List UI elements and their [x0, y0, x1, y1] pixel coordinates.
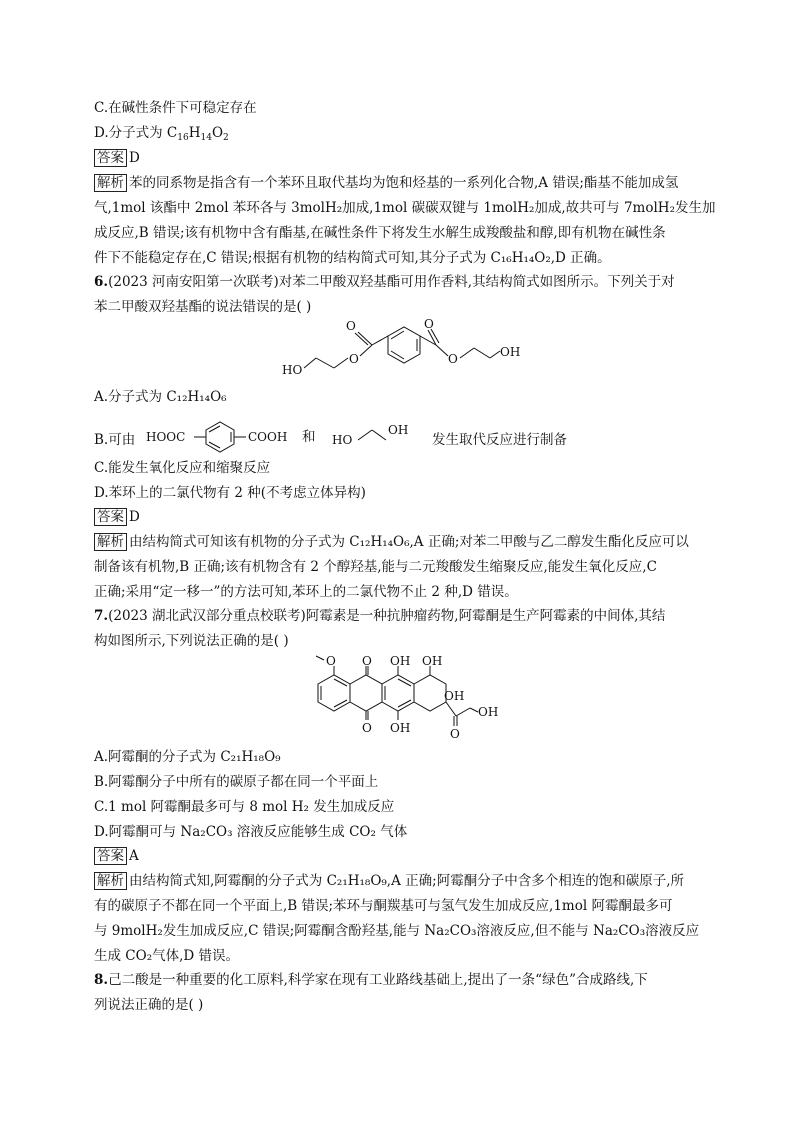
q6-stem: [94, 272, 675, 292]
q5-analysis-line: [94, 173, 678, 193]
q6-option-c: C.能发生氧化反应和缩聚反应: [94, 460, 271, 476]
q5-option-d-text: O: [211, 125, 224, 141]
q6-stem-line2: 苯二甲酸双羟基酯的说法错误的是( ): [94, 299, 312, 315]
cooh-label: COOH: [248, 430, 288, 444]
and-label: 和: [302, 429, 316, 445]
q6-option-b-structures: [146, 416, 416, 460]
q6-struct-o: O: [349, 352, 359, 366]
q7-struct-o: O: [362, 721, 372, 735]
q5-sub: 2: [223, 133, 229, 143]
q5-option-d-text: D.分子式为 C: [94, 125, 178, 141]
q6-struct-o: O: [346, 319, 356, 333]
q5-option-c: C.在碱性条件下可稳定存在: [94, 100, 257, 116]
answer-tag: 答案: [94, 847, 127, 865]
q7-analysis-line: 与 9molH₂发生加成反应,C 错误;阿霉酮含酚羟基,能与 Na₂CO₃溶液反应,但不能与 Na₂CO₃溶液反应: [94, 923, 700, 939]
q5-option-d: [94, 123, 229, 143]
q7-analysis-line: 有的碳原子不都在同一个平面上,B 错误;苯环与酮羰基可与氢气发生加成反应,1mol 阿霉酮最多可: [94, 898, 673, 914]
q5-sub: 16: [177, 133, 189, 143]
q7-struct-o: O: [450, 727, 460, 741]
q5-analysis-line: 件下不能稳定存在,C 错误;根据有机物的结构简式可知,其分子式为 C₁₆H₁₄O₂,D 正确。: [94, 250, 611, 266]
q7-option-c: C.1 mol 阿霉酮最多可与 8 mol H₂ 发生加成反应: [94, 799, 395, 815]
stem-text: 己二酸是一种重要的化工原料,科学家在现有工业路线基础上,提出了一条“绿色”合成路线,下: [108, 972, 648, 988]
q6-struct-ho: HO: [282, 363, 303, 377]
q7-struct-oh: OH: [390, 721, 411, 735]
q6-option-b: [94, 430, 135, 450]
q6-option-b-suffix: 发生取代反应进行制备: [432, 432, 567, 448]
answer-tag: 答案: [94, 508, 127, 526]
question-number: 6.: [94, 274, 109, 290]
stem-text: (2023 河南安阳第一次联考)对苯二甲酸双羟基酯可用作香料,其结构简式如图所示。下列关于对: [108, 274, 675, 290]
q7-option-a: A.阿霉酮的分子式为 C₂₁H₁₈O₉: [94, 749, 281, 765]
analysis-text: 苯的同系物是指含有一个苯环且取代基均为饱和烃基的一系列化合物,A 错误;酯基不能加成氢: [129, 175, 679, 191]
q5-sub: 14: [200, 133, 212, 143]
q7-struct-o: O: [326, 654, 336, 668]
q7-struct-oh: OH: [390, 654, 411, 668]
hooc-label: HOOC: [146, 430, 186, 444]
q7-analysis-line: 生成 CO₂气体,D 错误。: [94, 948, 240, 964]
q6-struct-oh: OH: [500, 345, 521, 359]
q6-struct-o: O: [448, 352, 458, 366]
q7-struct-oh: OH: [422, 654, 443, 668]
q6-structure-svg: [280, 318, 520, 382]
q7-stem: [94, 606, 665, 626]
question-number: 7.: [94, 608, 109, 624]
analysis-text: 由结构简式可知该有机物的分子式为 C₁₂H₁₄O₆,A 正确;对苯二甲酸与乙二醇发生酯化反应可以: [129, 534, 689, 550]
q7-structure: [296, 654, 499, 748]
q6-answer: [94, 507, 140, 527]
analysis-tag: 解析: [94, 533, 127, 551]
q5-answer: [94, 148, 140, 168]
q7-struct-oh: OH: [444, 689, 465, 703]
answer-value: D: [129, 509, 140, 525]
option-b-prefix: B.可由: [94, 432, 136, 448]
q6-option-a: A.分子式为 C₁₂H₁₄O₆: [94, 389, 227, 405]
q6-analysis-line: 正确;采用“定一移一”的方法可知,苯环上的二氯代物不止 2 种,D 错误。: [94, 584, 518, 600]
q5-analysis-line: 成反应,B 错误;该有机物中含有酯基,在碱性条件下将发生水解生成羧酸盐和醇,即有机物在碱性条: [94, 225, 666, 241]
oh-label: OH: [388, 423, 409, 437]
q5-option-d-text: H: [188, 125, 201, 141]
q5-analysis-line: 气,1mol 该酯中 2mol 苯环各与 3molH₂加成,1mol 碳碳双键与 1molH₂加成,故共可与 7molH₂发生加: [94, 200, 716, 216]
ho-label: HO: [332, 433, 353, 447]
question-number: 8.: [94, 972, 109, 988]
analysis-tag: 解析: [94, 872, 127, 890]
q7-answer: [94, 846, 139, 866]
q7-structure-svg: [296, 654, 499, 744]
q7-struct-oh: OH: [478, 705, 499, 719]
q6-analysis-line: 制备该有机物,B 正确;该有机物含有 2 个醇羟基,能与二元羧酸发生缩聚反应,能发生氧化反应,C: [94, 559, 657, 575]
answer-value: A: [129, 848, 139, 864]
answer-tag: 答案: [94, 149, 127, 167]
q6-option-b-svg: [146, 416, 416, 456]
q7-option-b: B.阿霉酮分子中所有的碳原子都在同一个平面上: [94, 774, 379, 790]
stem-text: (2023 湖北武汉部分重点校联考)阿霉素是一种抗肿瘤药物,阿霉酮是生产阿霉素的中间体,其结: [108, 608, 666, 624]
q7-analysis-line: [94, 871, 684, 891]
q6-struct-o: O: [424, 317, 434, 331]
answer-value: D: [129, 150, 140, 166]
q6-analysis-line: [94, 532, 689, 552]
q6-structure: [280, 318, 520, 386]
q7-stem-line2: 构如图所示,下列说法正确的是( ): [94, 633, 289, 649]
analysis-text: 由结构简式知,阿霉酮的分子式为 C₂₁H₁₈O₉,A 正确;阿霉酮分子中含多个相连的饱和碳原子,所: [129, 873, 684, 889]
q7-option-d: D.阿霉酮可与 Na₂CO₃ 溶液反应能够生成 CO₂ 气体: [94, 824, 408, 840]
analysis-tag: 解析: [94, 174, 127, 192]
q8-stem: [94, 970, 648, 990]
q6-option-d: D.苯环上的二氯代物有 2 种(不考虑立体异构): [94, 485, 366, 501]
q8-stem-line2: 列说法正确的是( ): [94, 997, 204, 1013]
q7-struct-o: O: [362, 654, 372, 668]
